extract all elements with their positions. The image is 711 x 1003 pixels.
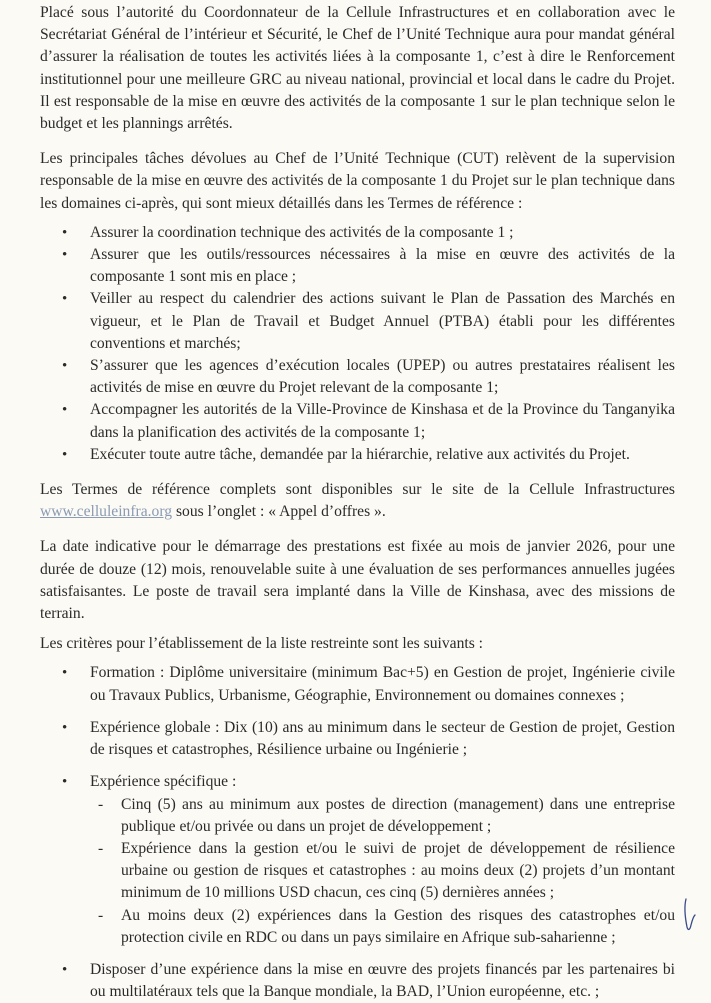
- list-item: - Au moins deux (2) expériences dans la Gestion des risques des catastrophes et/ou protection civile en RDC ou dans un pays similaire en Afrique sub-saharienne ;: [90, 905, 675, 949]
- intro-paragraph: Placé sous l’autorité du Coordonnateur de la Cellule Infrastructures et en collaboration avec le Secrétariat Général de l’intérieur et Sécurité, le Chef de l’Unité Technique aura pour mandat général d’assurer la réalisation de toutes les activités liées à la composante 1, c’est à dire le Renforcement institutionnel pour une meilleure GRC au niveau national, provincial et local dans le cadre du Projet. Il est responsable de la mise en œuvre des activités de la composante 1 sur le plan technique selon le budget et les plannings arrêtés.: [40, 4, 675, 133]
- list-item: • Veiller au respect du calendrier des actions suivant le Plan de Passation des Marchés en vigueur, et le Plan de Travail et Budget Annuel (PTBA) établi pour les différentes conventions et marchés;: [40, 288, 675, 355]
- experience-specifique-label: Expérience spécifique :: [90, 773, 237, 791]
- tor-text-before: Les Termes de référence complets sont disponibles sur le site de la Cellule Infrastructures: [40, 481, 675, 499]
- tor-availability-paragraph: [40, 479, 675, 523]
- handwritten-initial-mark: [681, 897, 697, 933]
- list-item: • S’assurer que les agences d’exécution locales (UPEP) ou autres prestataires réalisent les activités de mise en œuvre du Projet relevant de la composante 1;: [40, 355, 675, 399]
- specific-experience-list: [90, 794, 675, 949]
- criteria-experience-globale: • Expérience globale : Dix (10) ans au minimum dans le secteur de Gestion de projet, Gestion de risques et catastrophes, Résilience urbaine ou Ingénierie ;: [40, 717, 675, 761]
- website-link[interactable]: www.celluleinfra.org: [40, 503, 173, 521]
- criteria-list: [40, 662, 675, 1003]
- list-item: • Assurer que les outils/ressources nécessaires à la mise en œuvre des activités de la composante 1 sont mis en place ;: [40, 244, 675, 288]
- list-item: - Expérience dans la gestion et/ou le suivi de projet de développement de résilience urbaine ou gestion de risques et catastrophes : au moins deux (2) projets d’un montant minimum de 10 millions USD chacun, ces cinq (5) dernières années ;: [90, 838, 675, 905]
- list-item: - Cinq (5) ans au minimum aux postes de direction (management) dans une entreprise publique et/ou privée ou dans un projet de développement ;: [90, 794, 675, 838]
- criteria-partenaires: • Disposer d’une expérience dans la mise en œuvre des projets financés par les partenaires bi ou multilatéraux tels que la Banque mondiale, la BAD, l’Union européenne, etc. ;: [40, 959, 675, 1003]
- tor-text-after: sous l’onglet : « Appel d’offres ».: [175, 503, 386, 521]
- tasks-intro-paragraph: Les principales tâches dévolues au Chef de l’Unité Technique (CUT) relèvent de la supervision responsable de la mise en œuvre des activités de la composante 1 du Projet sur le plan technique dans les domaines ci-après, qui sont mieux détaillés dans les Termes de référence :: [40, 150, 675, 212]
- list-item: • Assurer la coordination technique des activités de la composante 1 ;: [40, 222, 675, 244]
- criteria-formation: • Formation : Diplôme universitaire (minimum Bac+5) en Gestion de projet, Ingénierie civile ou Travaux Publics, Urbanisme, Géographie, Environnement ou domaines connexes ;: [40, 662, 675, 706]
- list-item: • Accompagner les autorités de la Ville-Province de Kinshasa et de la Province du Tanganyika dans la planification des activités de la composante 1;: [40, 399, 675, 443]
- list-item: • Exécuter toute autre tâche, demandée par la hiérarchie, relative aux activités du Projet.: [40, 444, 675, 466]
- tasks-list: [40, 222, 675, 466]
- start-date-paragraph: La date indicative pour le démarrage des prestations est fixée au mois de janvier 2026, pour une durée de douze (12) mois, renouvelable suite à une évaluation de ses performances annuelles jugées satisfaisantes. Le poste de travail sera implanté dans la Ville de Kinshasa, avec des missions de terrain.: [40, 538, 675, 623]
- criteria-intro-paragraph: Les critères pour l’établissement de la liste restreinte sont les suivants :: [40, 635, 483, 653]
- criteria-experience-specifique: [40, 771, 675, 949]
